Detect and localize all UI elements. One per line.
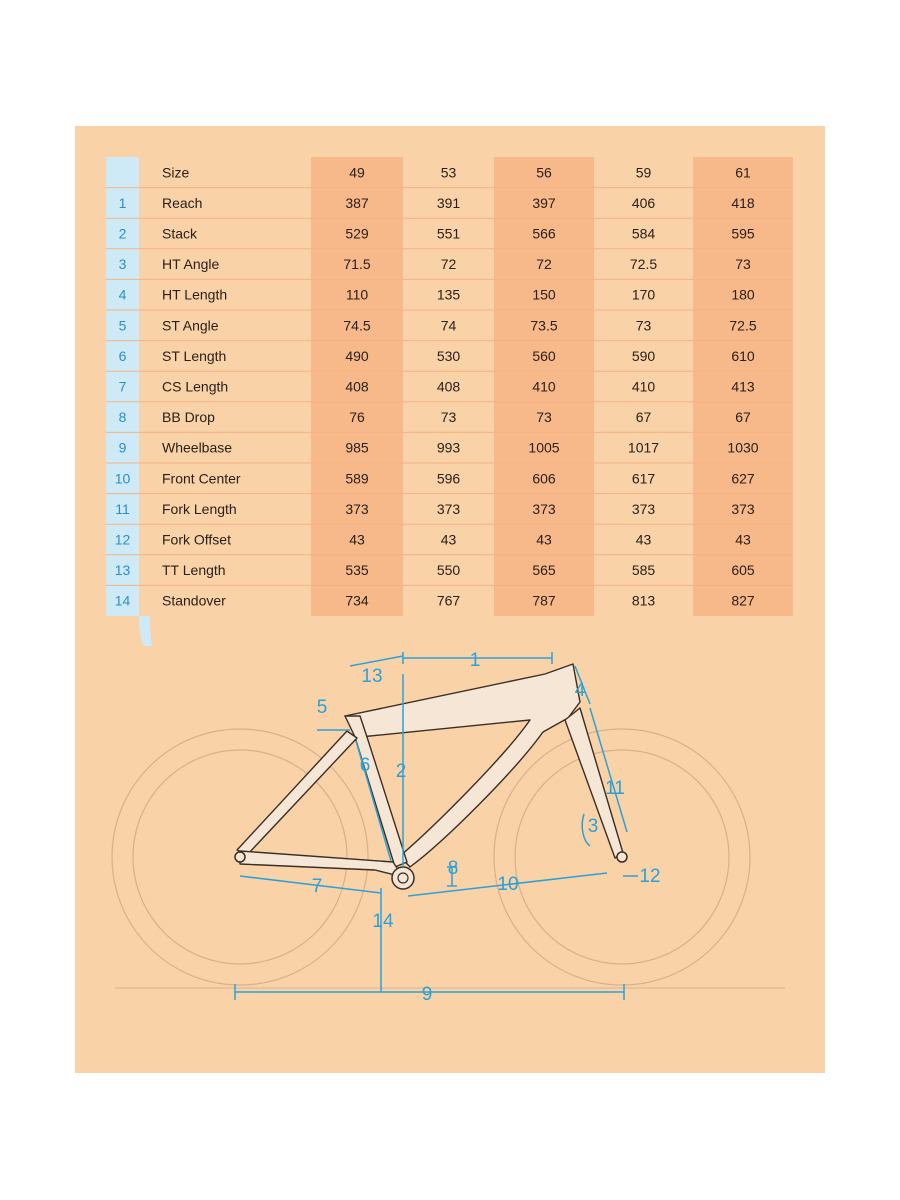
table-cell: 373 xyxy=(731,500,755,517)
table-cell: 43 xyxy=(440,531,457,548)
table-cell: 566 xyxy=(532,225,556,242)
table-cell: 993 xyxy=(436,439,461,456)
row-index-number: 4 xyxy=(118,286,127,303)
row-index-number: 1 xyxy=(118,194,127,211)
row-label: Standover xyxy=(162,592,226,609)
table-cell: 787 xyxy=(532,592,556,609)
table-cell: 73 xyxy=(536,409,552,426)
table-cell: 408 xyxy=(345,378,369,395)
row-label: Wheelbase xyxy=(162,439,233,456)
table-cell: 67 xyxy=(635,409,652,426)
bike-frame xyxy=(235,664,627,889)
table-cell: 767 xyxy=(436,592,461,609)
dimension-label-1: 1 xyxy=(469,650,481,671)
table-cell: 43 xyxy=(349,531,365,548)
table-cell: 180 xyxy=(731,286,755,303)
table-cell: 410 xyxy=(631,378,656,395)
row-label: Front Center xyxy=(162,470,241,487)
table-cell: 827 xyxy=(731,592,755,609)
table-cell: 413 xyxy=(731,378,755,395)
row-label: Reach xyxy=(162,194,203,211)
geometry-panel xyxy=(75,126,825,1073)
table-cell: 606 xyxy=(532,470,556,487)
table-cell: 418 xyxy=(731,194,755,211)
table-cell: 985 xyxy=(345,439,369,456)
table-cell: 530 xyxy=(436,347,461,364)
table-cell: 595 xyxy=(731,225,755,242)
table-cell: 1030 xyxy=(727,439,759,456)
table-cell: 1017 xyxy=(627,439,660,456)
table-cell: 589 xyxy=(345,470,369,487)
row-index-number: 6 xyxy=(118,347,127,364)
dimension-label-4: 4 xyxy=(574,680,586,701)
size-header-56: 56 xyxy=(536,164,552,181)
row-index-number: 8 xyxy=(118,409,127,426)
row-index-number: 12 xyxy=(114,531,131,548)
table-cell: 43 xyxy=(536,531,552,548)
table-cell: 150 xyxy=(532,286,556,303)
table-cell: 373 xyxy=(345,500,369,517)
table-cell: 110 xyxy=(345,286,369,303)
table-cell: 72.5 xyxy=(629,256,658,273)
table-cell: 560 xyxy=(532,347,556,364)
row-index-number: 3 xyxy=(118,256,127,273)
table-cell: 585 xyxy=(631,562,656,579)
table-cell: 71.5 xyxy=(343,256,371,273)
table-cell: 529 xyxy=(345,225,369,242)
row-label: Fork Length xyxy=(162,500,237,517)
row-index-number: 14 xyxy=(114,592,131,609)
table-cell: 73 xyxy=(635,317,652,334)
dimension-label-6: 6 xyxy=(359,755,371,776)
table-cell: 76 xyxy=(349,409,365,426)
row-label: HT Angle xyxy=(162,256,220,273)
row-index-number: 7 xyxy=(118,378,127,395)
table-cell: 610 xyxy=(731,347,755,364)
dimension-label-8: 8 xyxy=(447,858,459,879)
dimension-label-12: 12 xyxy=(639,866,661,887)
dimension-label-2: 2 xyxy=(395,761,407,782)
table-cell: 590 xyxy=(631,347,656,364)
table-cell: 170 xyxy=(631,286,656,303)
table-cell: 387 xyxy=(345,194,369,211)
row-label: HT Length xyxy=(162,286,228,303)
size-header-49: 49 xyxy=(349,164,365,181)
dimension-label-9: 9 xyxy=(421,984,433,1005)
row-label: Fork Offset xyxy=(162,531,231,548)
table-cell: 373 xyxy=(631,500,656,517)
dimension-label-11: 11 xyxy=(605,778,625,799)
table-cell: 73 xyxy=(440,409,457,426)
row-index-number: 13 xyxy=(114,562,131,579)
table-cell: 67 xyxy=(735,409,751,426)
table-cell: 43 xyxy=(635,531,652,548)
dimension-label-10: 10 xyxy=(497,874,519,895)
table-cell: 551 xyxy=(436,225,461,242)
row-index-number: 5 xyxy=(118,317,127,334)
table-cell: 410 xyxy=(532,378,556,395)
table-cell: 391 xyxy=(436,194,461,211)
table-cell: 605 xyxy=(731,562,755,579)
table-cell: 73 xyxy=(735,256,751,273)
row-label: CS Length xyxy=(162,378,229,395)
row-label: Stack xyxy=(162,225,198,242)
table-cell: 72.5 xyxy=(729,317,757,334)
dimension-label-14: 14 xyxy=(372,911,394,932)
table-cell: 813 xyxy=(631,592,656,609)
table-cell: 617 xyxy=(631,470,656,487)
row-label: BB Drop xyxy=(162,409,215,426)
row-label: ST Length xyxy=(162,347,227,364)
row-index-number: 2 xyxy=(118,225,127,242)
table-cell: 373 xyxy=(436,500,461,517)
table-cell: 72 xyxy=(440,256,457,273)
bike-geometry-diagram xyxy=(75,126,825,1073)
table-cell: 550 xyxy=(436,562,461,579)
dimension-label-7: 7 xyxy=(311,876,323,897)
table-cell: 74.5 xyxy=(343,317,371,334)
table-cell: 734 xyxy=(345,592,369,609)
table-cell: 74 xyxy=(440,317,457,334)
size-header-59: 59 xyxy=(635,164,652,181)
size-header-label: Size xyxy=(162,164,190,181)
table-cell: 373 xyxy=(532,500,556,517)
size-header-61: 61 xyxy=(735,164,751,181)
table-cell: 584 xyxy=(631,225,656,242)
table-cell: 596 xyxy=(436,470,461,487)
row-label: TT Length xyxy=(162,562,226,579)
table-cell: 1005 xyxy=(528,439,560,456)
row-index-number: 10 xyxy=(114,470,131,487)
table-cell: 135 xyxy=(436,286,461,303)
table-cell: 627 xyxy=(731,470,755,487)
table-cell: 408 xyxy=(436,378,461,395)
row-index-number: 11 xyxy=(115,500,130,517)
dimension-label-13: 13 xyxy=(361,666,383,687)
row-label: ST Angle xyxy=(162,317,219,334)
table-cell: 72 xyxy=(536,256,552,273)
table-cell: 397 xyxy=(532,194,556,211)
table-cell: 490 xyxy=(345,347,369,364)
table-cell: 406 xyxy=(631,194,656,211)
size-header-53: 53 xyxy=(440,164,457,181)
row-index-number: 9 xyxy=(118,439,127,456)
dimension-label-5: 5 xyxy=(316,697,328,718)
table-cell: 43 xyxy=(735,531,751,548)
table-cell: 535 xyxy=(345,562,369,579)
dimension-label-3: 3 xyxy=(587,816,599,837)
table-cell: 565 xyxy=(532,562,556,579)
table-cell: 73.5 xyxy=(530,317,558,334)
